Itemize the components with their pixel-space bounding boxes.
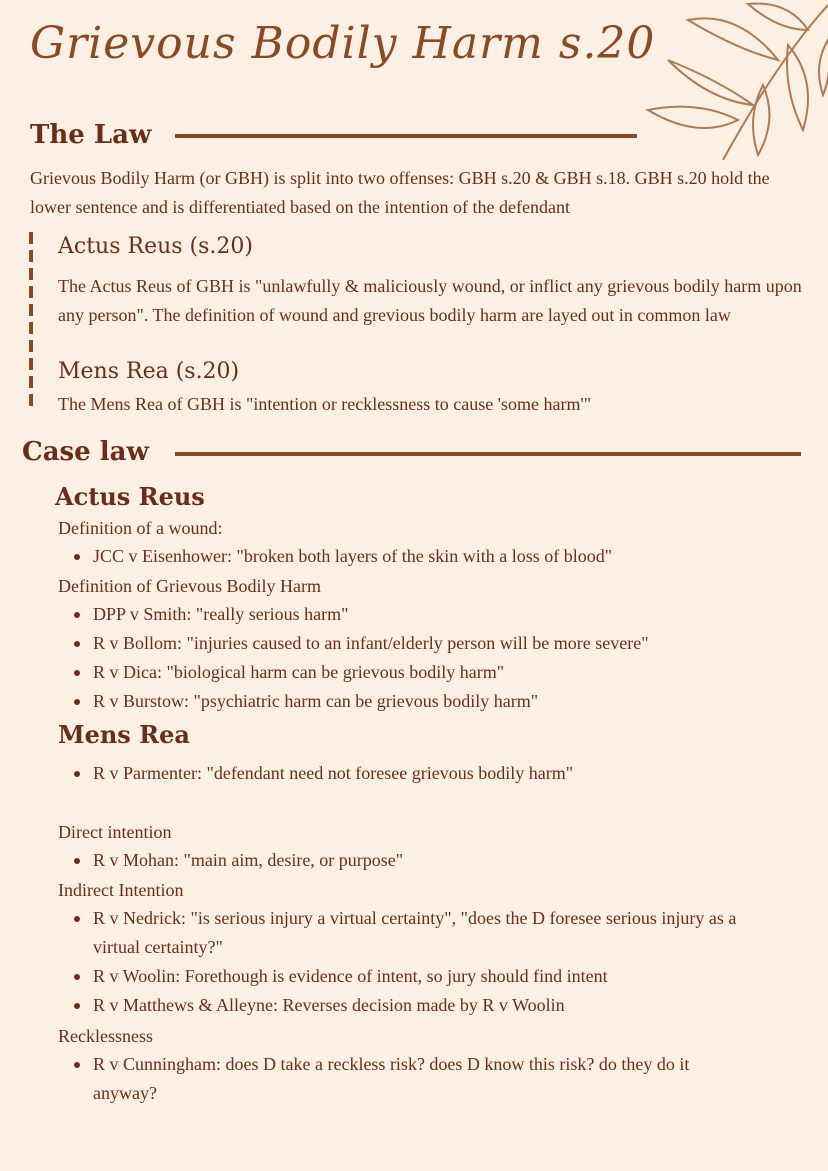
list-item: R v Parmenter: "defendant need not foresee grievous bodily harm" [93,759,573,788]
law-rule [175,134,637,138]
wound-label: Definition of a wound: [58,518,223,538]
mens-text: The Mens Rea of GBH is "intention or recklessness to cause 'some harm'" [58,394,592,414]
case-heading: Case law [22,437,149,467]
list-item: JCC v Eisenhower: "broken both layers of the skin with a loss of blood" [93,542,612,571]
list-item: R v Matthews & Alleyne: Reverses decision made by R v Woolin [93,991,565,1020]
direct-label: Direct intention [58,822,172,842]
mens-heading: Mens Rea (s.20) [58,359,240,384]
case-mens-heading: Mens Rea [58,720,190,749]
actus-heading: Actus Reus (s.20) [58,234,253,259]
list-item: R v Dica: "biological harm can be grievous bodily harm" [93,658,504,687]
actus-text: The Actus Reus of GBH is "unlawfully & maliciously wound, or inflict any grievous bodily harm upon any person". The definition of wound and grevious bodily harm are layed out in common law [58,276,802,325]
law-heading: The Law [30,120,152,150]
dashed-divider [29,232,33,412]
case-actus-heading: Actus Reus [55,482,205,511]
reckless-label: Recklessness [58,1026,153,1046]
law-intro: Grievous Bodily Harm (or GBH) is split into two offenses: GBH s.20 & GBH s.18. GBH s.20 hold the lower sentence and is differentiated based on the intention of the defendant [30,168,770,217]
list-item: R v Burstow: "psychiatric harm can be grievous bodily harm" [93,687,538,716]
leaves-decoration [628,0,828,170]
list-item: DPP v Smith: "really serious harm" [93,600,349,629]
page-title: Grievous Bodily Harm s.20 [30,18,656,69]
gbh-label: Definition of Grievous Bodily Harm [58,576,321,596]
list-item: R v Mohan: "main aim, desire, or purpose" [93,846,403,875]
list-item: R v Cunningham: does D take a reckless risk? does D know this risk? do they do it anyway? [93,1050,743,1108]
case-rule [175,452,801,456]
indirect-label: Indirect Intention [58,880,184,900]
list-item: R v Woolin: Forethough is evidence of intent, so jury should find intent [93,962,608,991]
list-item: R v Bollom: "injuries caused to an infant/elderly person will be more severe" [93,629,649,658]
list-item: R v Nedrick: "is serious injury a virtual certainty", "does the D foresee serious injury as a virtual certainty?" [93,904,743,962]
